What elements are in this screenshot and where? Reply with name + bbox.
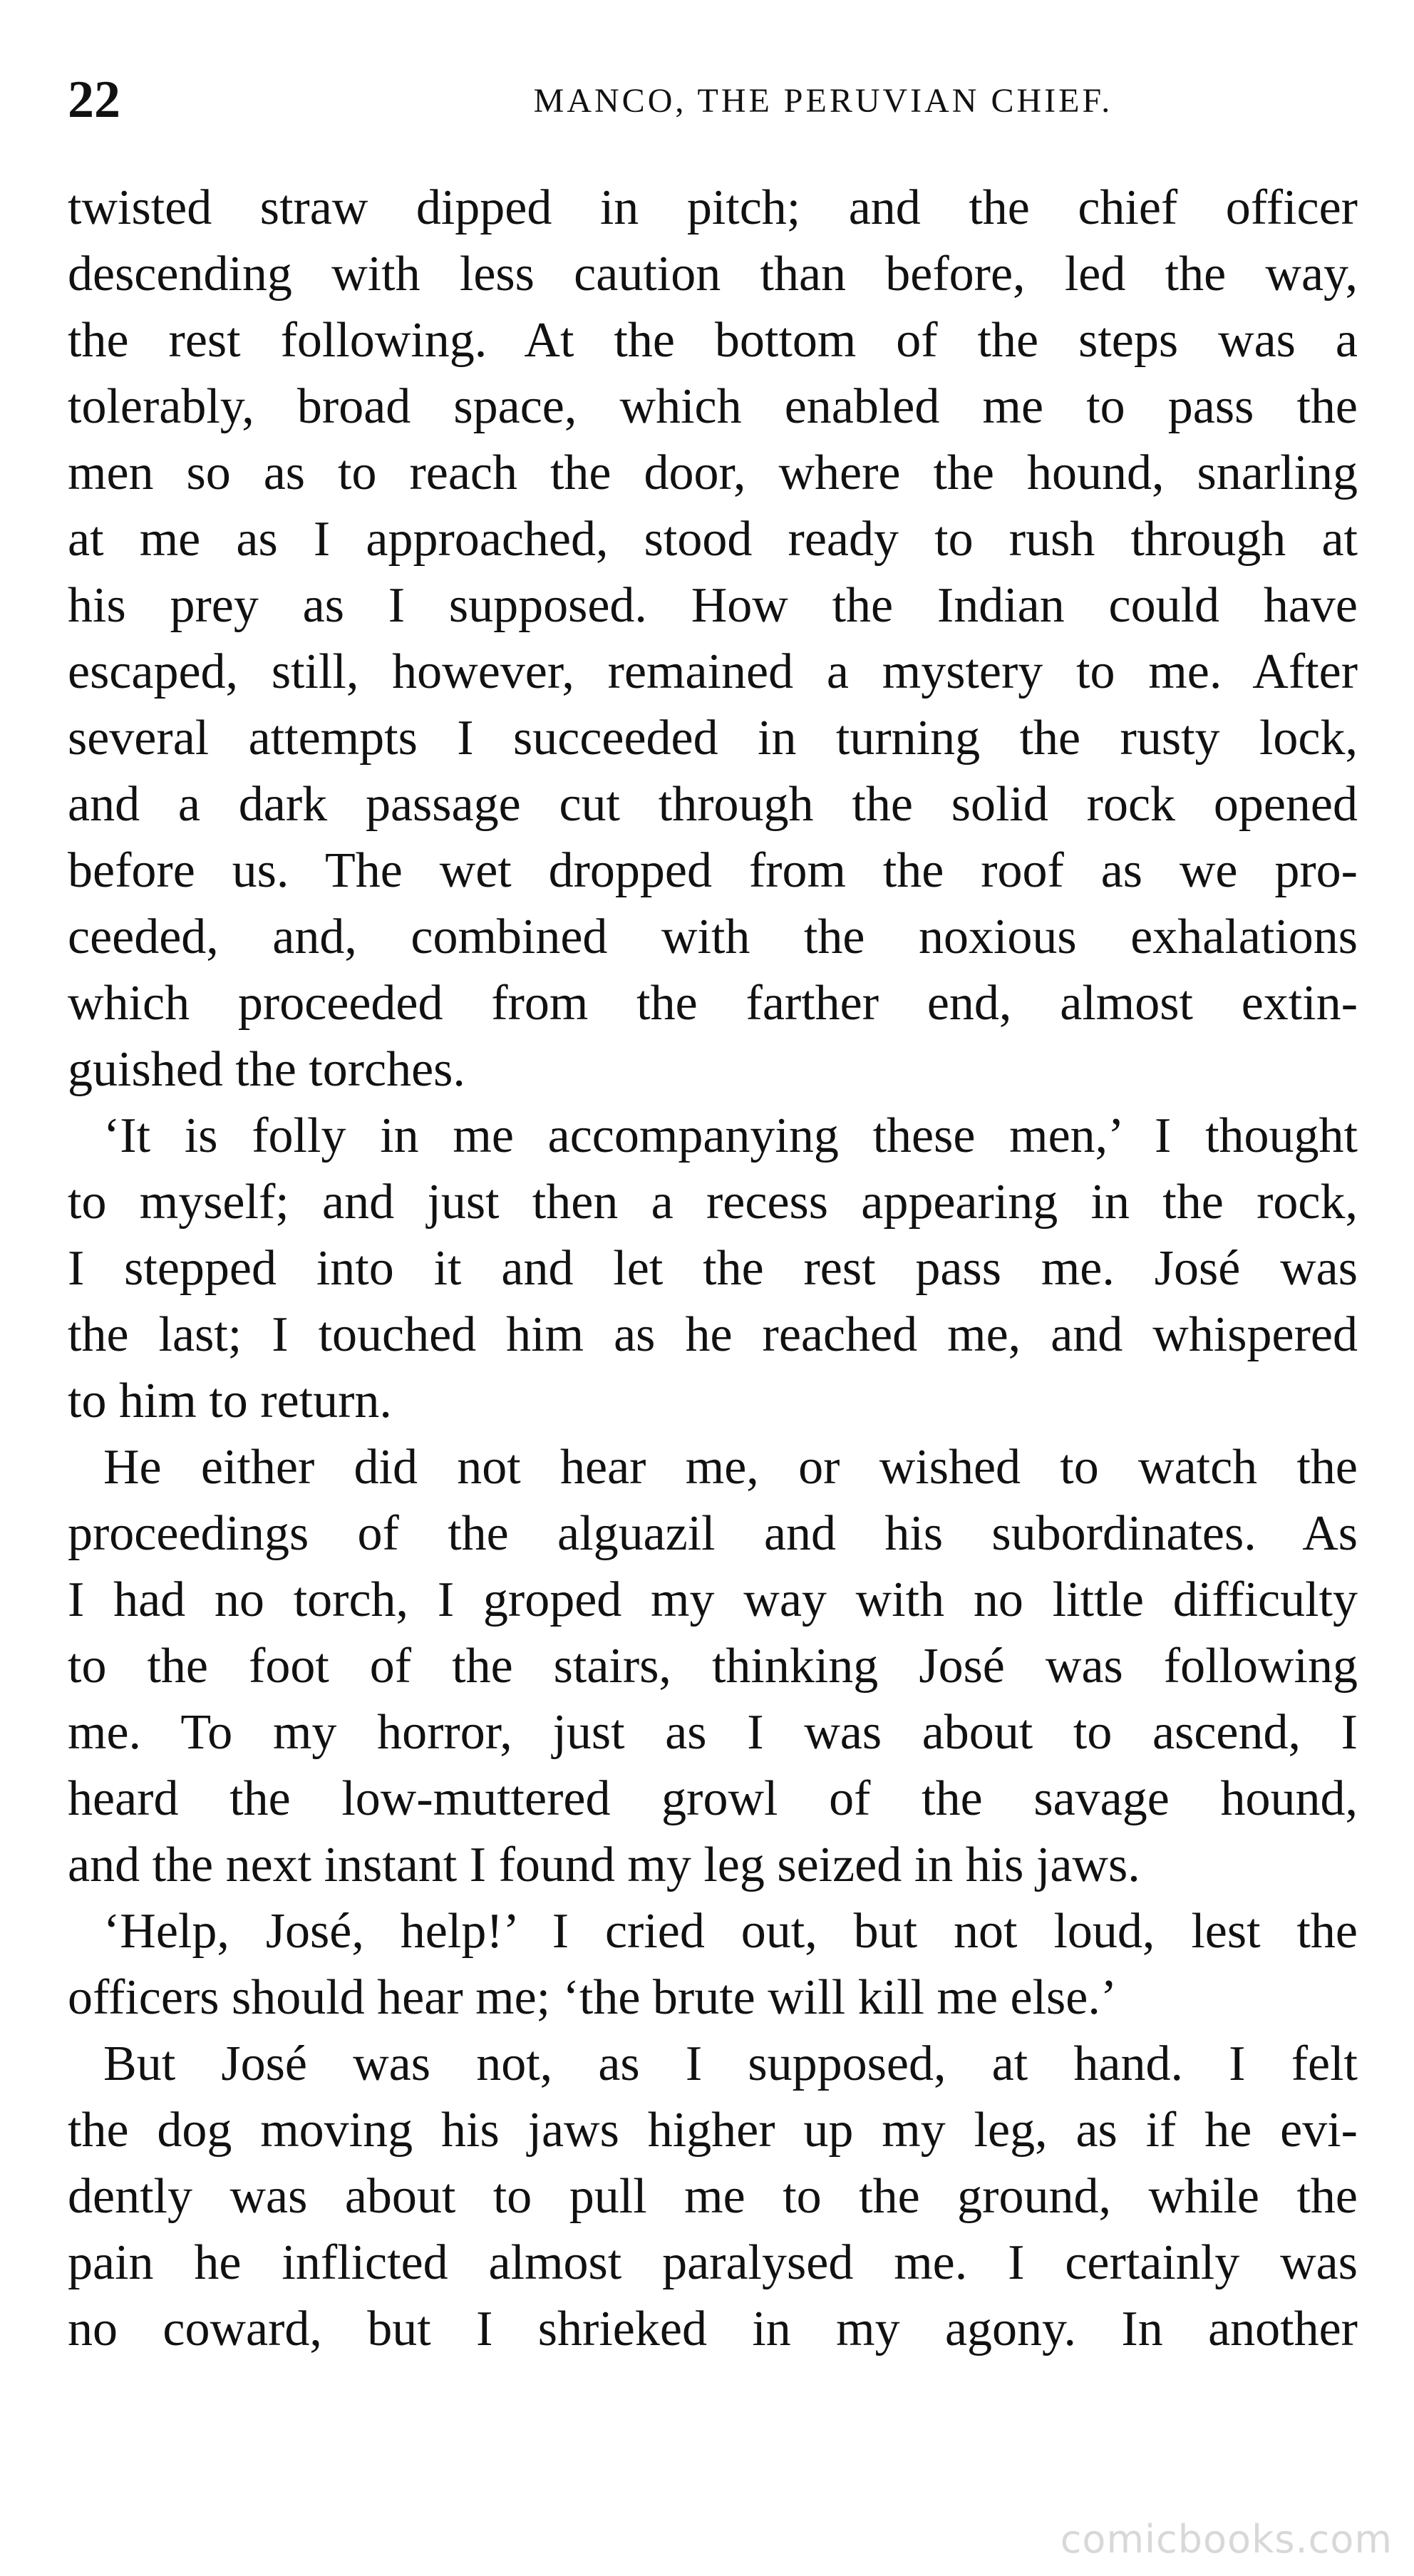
- text-line: and a dark passage cut through the solid rock opened: [68, 777, 1358, 832]
- text-line: escaped, still, however, remained a mystery to me. After: [68, 644, 1358, 699]
- text-line: to the foot of the stairs, thinking José was following: [68, 1639, 1358, 1694]
- text-line: guished the torches.: [68, 1042, 465, 1097]
- paragraph: [68, 175, 1358, 1103]
- text-line: the last; I touched him as he reached me, and whispered: [68, 1307, 1358, 1362]
- text-line: ‘Help, José, help!’ I cried out, but not loud, lest the: [103, 1904, 1358, 1959]
- text-line: me. To my horror, just as I was about to ascend, I: [68, 1705, 1358, 1760]
- text-line: to myself; and just then a recess appearing in the rock,: [68, 1175, 1358, 1230]
- text-line: I had no torch, I groped my way with no little difficulty: [68, 1572, 1358, 1627]
- text-line: ceeded, and, combined with the noxious exhalations: [68, 910, 1358, 964]
- paragraph: [68, 2031, 1358, 2362]
- text-line: the dog moving his jaws higher up my leg, as if he evi-: [68, 2103, 1358, 2158]
- text-line: at me as I approached, stood ready to rush through at: [68, 512, 1358, 567]
- text-line: and the next instant I found my leg seized in his jaws.: [68, 1838, 1140, 1892]
- text-line: several attempts I succeeded in turning the rusty lock,: [68, 711, 1358, 766]
- running-head: MANCO, THE PERUVIAN CHIEF.: [533, 82, 1113, 120]
- page-header: [68, 68, 1351, 132]
- text-line: He either did not hear me, or wished to watch the: [103, 1440, 1358, 1495]
- text-line: heard the low-muttered growl of the savage hound,: [68, 1771, 1358, 1826]
- text-line: to him to return.: [68, 1374, 392, 1428]
- text-line: officers should hear me; ‘the brute will kill me else.’: [68, 1970, 1118, 2025]
- text-line: pain he inflicted almost paralysed me. I certainly was: [68, 2235, 1358, 2290]
- watermark: comicbooks.com: [1060, 2517, 1393, 2562]
- body-text: [68, 175, 1358, 2362]
- text-line: which proceeded from the farther end, almost extin-: [68, 976, 1358, 1031]
- text-line: twisted straw dipped in pitch; and the chief officer: [68, 180, 1358, 235]
- text-line: I stepped into it and let the rest pass me. José was: [68, 1241, 1358, 1296]
- text-line: men so as to reach the door, where the hound, snarling: [68, 445, 1358, 500]
- text-line: dently was about to pull me to the ground, while the: [68, 2169, 1358, 2224]
- text-line: proceedings of the alguazil and his subordinates. As: [68, 1506, 1358, 1561]
- text-line: the rest following. At the bottom of the steps was a: [68, 313, 1358, 368]
- text-line: no coward, but I shrieked in my agony. In another: [68, 2302, 1358, 2356]
- text-line: But José was not, as I supposed, at hand. I felt: [103, 2036, 1358, 2091]
- paragraph: [68, 1103, 1358, 1434]
- text-line: his prey as I supposed. How the Indian could have: [68, 578, 1358, 633]
- text-line: descending with less caution than before, led the way,: [68, 247, 1358, 302]
- text-line: tolerably, broad space, which enabled me to pass the: [68, 379, 1358, 434]
- paragraph: [68, 1898, 1358, 2031]
- page-number: 22: [68, 71, 120, 129]
- paragraph: [68, 1434, 1358, 1898]
- text-line: ‘It is folly in me accompanying these men,’ I thought: [103, 1108, 1358, 1163]
- text-line: before us. The wet dropped from the roof as we pro-: [68, 843, 1358, 898]
